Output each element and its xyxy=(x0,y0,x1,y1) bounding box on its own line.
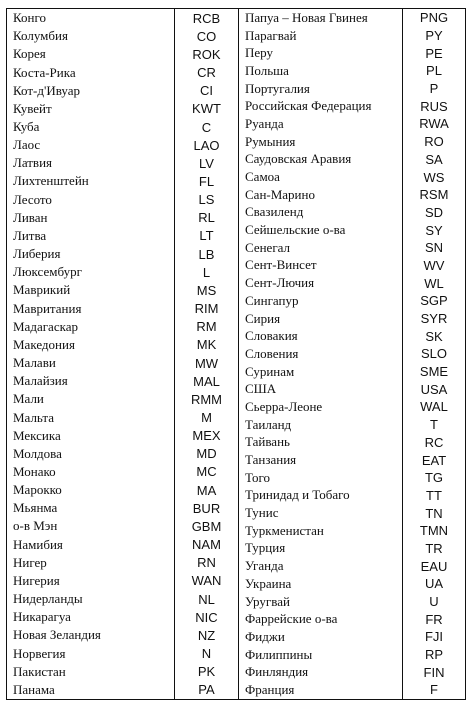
country-name: Румыния xyxy=(245,133,296,149)
country-code: RL xyxy=(198,210,215,226)
country-name: Корея xyxy=(13,46,46,62)
country-code: RWA xyxy=(419,116,449,132)
country-name: Маврикий xyxy=(13,282,71,298)
country-code: RMM xyxy=(190,391,223,407)
country-code: LAO xyxy=(193,137,220,153)
country-name: Танзания xyxy=(245,452,297,468)
country-code: PL xyxy=(426,63,442,79)
country-name: Руанда xyxy=(245,115,284,131)
country-name: Сьерра-Леоне xyxy=(245,398,323,414)
country-name: Перу xyxy=(245,45,273,61)
country-name: Латвия xyxy=(13,155,53,171)
country-code: EAT xyxy=(421,452,447,468)
country-name: США xyxy=(245,381,277,397)
country-name: Сент-Винсет xyxy=(245,257,317,273)
country-name: Люксембург xyxy=(13,264,82,280)
country-name: Сенегал xyxy=(245,239,291,255)
country-code: CI xyxy=(200,83,213,99)
country-name: Финляндия xyxy=(245,664,309,680)
country-name: Малави xyxy=(13,355,56,371)
country-code: TR xyxy=(425,540,443,556)
country-code: SA xyxy=(425,151,443,167)
country-code: NZ xyxy=(197,627,216,643)
country-code: RSM xyxy=(419,187,449,203)
right-code-column xyxy=(403,9,465,699)
country-code: FIN xyxy=(423,664,445,680)
country-name: Ливан xyxy=(13,209,48,225)
country-code: FJI xyxy=(424,629,444,645)
country-code: CO xyxy=(196,28,217,44)
country-code: WAL xyxy=(420,399,448,415)
country-code: TN xyxy=(425,505,443,521)
country-code: SY xyxy=(425,222,443,238)
country-code: GBM xyxy=(191,518,222,534)
country-code: MAL xyxy=(193,373,220,389)
country-code: CR xyxy=(197,65,216,81)
country-name: Папуа – Новая Гвинея xyxy=(245,9,368,25)
country-code: SD xyxy=(424,204,444,220)
country-name: Молдова xyxy=(13,445,62,461)
country-code: PY xyxy=(425,28,443,44)
country-name: Турция xyxy=(245,540,286,556)
country-name: о-в Мэн xyxy=(13,518,58,534)
country-name: Словения xyxy=(245,345,299,361)
country-name: Норвегия xyxy=(13,645,66,661)
country-code: WV xyxy=(423,257,445,273)
country-code: L xyxy=(202,264,211,280)
country-name: Мальта xyxy=(13,409,54,425)
country-name: Филиппины xyxy=(245,646,313,662)
country-name: Кувейт xyxy=(13,100,52,116)
country-code: SME xyxy=(419,364,449,380)
country-code: MK xyxy=(196,337,217,353)
country-code: P xyxy=(429,81,439,97)
country-name: Нидерланды xyxy=(13,591,83,607)
country-code: MW xyxy=(194,355,219,371)
country-name: Португалия xyxy=(245,80,310,96)
country-code: NAM xyxy=(192,537,221,553)
country-code: F xyxy=(430,682,438,698)
country-code: LB xyxy=(198,246,215,262)
country-name: Таиланд xyxy=(245,416,292,432)
country-name: Новая Зеландия xyxy=(13,627,101,643)
country-name: Мавритания xyxy=(13,300,82,316)
country-code: SLO xyxy=(420,346,447,362)
country-name: Мали xyxy=(13,391,44,407)
country-code: SYR xyxy=(420,311,448,327)
country-name: Уганда xyxy=(245,558,284,574)
country-code: PNG xyxy=(419,10,449,26)
country-code: PA xyxy=(198,682,215,698)
country-code: PE xyxy=(425,45,443,61)
country-code: FL xyxy=(198,173,215,189)
country-name: Фаррейские о-ва xyxy=(245,611,338,627)
country-name: Украина xyxy=(245,575,292,591)
country-name: Уругвай xyxy=(245,593,290,609)
country-name: Конго xyxy=(13,10,46,26)
country-code: WAN xyxy=(191,573,222,589)
country-name: Монако xyxy=(13,463,56,479)
country-code: SN xyxy=(424,240,444,256)
country-code: RM xyxy=(196,319,217,335)
country-name: Сингапур xyxy=(245,292,299,308)
country-code: TG xyxy=(424,470,444,486)
country-name: Куба xyxy=(13,119,40,135)
country-code: MS xyxy=(196,282,217,298)
country-code: USA xyxy=(420,381,448,397)
country-code: SGP xyxy=(420,293,448,309)
country-name: Саудовская Аравия xyxy=(245,151,352,167)
country-name: Лесото xyxy=(13,191,52,207)
country-code: C xyxy=(201,119,212,135)
country-code: SK xyxy=(425,328,443,344)
country-code: MA xyxy=(196,482,217,498)
country-name: Малайзия xyxy=(13,373,68,389)
country-code: LT xyxy=(199,228,214,244)
country-name: Тринидад и Тобаго xyxy=(245,487,350,503)
country-name: Коста-Рика xyxy=(13,64,76,80)
country-code: RCB xyxy=(192,10,221,26)
country-code: M xyxy=(201,410,212,426)
country-code: RP xyxy=(424,647,444,663)
country-code: TMN xyxy=(419,523,449,539)
country-name: Мексика xyxy=(13,427,61,443)
country-name: Сент-Лючия xyxy=(245,275,315,291)
country-code: WS xyxy=(423,169,445,185)
country-code: TT xyxy=(426,487,442,503)
country-name: Намибия xyxy=(13,536,63,552)
country-code: U xyxy=(429,594,439,610)
country-name: Лихтенштейн xyxy=(13,173,89,189)
country-code: LS xyxy=(198,192,215,208)
country-code: BUR xyxy=(192,500,221,516)
country-name: Суринам xyxy=(245,363,295,379)
country-name: Сейшельские о-ва xyxy=(245,222,346,238)
country-name: Туркменистан xyxy=(245,522,324,538)
country-name: Самоа xyxy=(245,169,280,185)
country-code: KWT xyxy=(192,101,221,117)
country-code: RN xyxy=(197,555,216,571)
country-name: Парагвай xyxy=(245,27,297,43)
country-name: Российская Федерация xyxy=(245,98,372,114)
country-name: Марокко xyxy=(13,482,62,498)
country-name: Никарагуа xyxy=(13,609,71,625)
country-name: Тунис xyxy=(245,505,279,521)
country-code: ROK xyxy=(192,46,221,62)
left-code-column xyxy=(175,9,239,699)
country-code: MEX xyxy=(192,428,221,444)
country-code: MD xyxy=(196,446,217,462)
country-code: RO xyxy=(424,134,444,150)
country-name: Сирия xyxy=(245,310,281,326)
country-name: Мьянма xyxy=(13,500,58,516)
country-name: Лаос xyxy=(13,137,41,153)
country-name: Македония xyxy=(13,336,75,352)
country-name: Пакистан xyxy=(13,663,66,679)
country-code: N xyxy=(201,646,212,662)
country-code: NIC xyxy=(195,609,218,625)
country-name: Колумбия xyxy=(13,28,68,44)
country-name: Тайвань xyxy=(245,434,290,450)
country-code: RC xyxy=(424,434,444,450)
country-name: Фиджи xyxy=(245,628,285,644)
country-code: UA xyxy=(424,576,444,592)
country-name: Панама xyxy=(13,681,55,697)
country-name: Словакия xyxy=(245,328,298,344)
left-country-column xyxy=(7,9,175,699)
country-name: Кот-д'Ивуар xyxy=(13,82,80,98)
country-name: Литва xyxy=(13,227,47,243)
country-name: Франция xyxy=(245,681,295,697)
country-code: PK xyxy=(197,664,216,680)
right-country-column xyxy=(239,9,403,699)
country-name: Польша xyxy=(245,62,289,78)
country-name: Того xyxy=(245,469,270,485)
country-code: RUS xyxy=(420,98,448,114)
country-code: RIM xyxy=(194,301,219,317)
country-code: WL xyxy=(424,275,444,291)
country-code: MC xyxy=(196,464,217,480)
country-name: Сан-Марино xyxy=(245,186,315,202)
country-code: EAU xyxy=(420,558,448,574)
country-code-table xyxy=(6,8,466,700)
country-name: Нигер xyxy=(13,554,47,570)
country-name: Свазиленд xyxy=(245,204,304,220)
country-name: Нигерия xyxy=(13,572,60,588)
country-code: NL xyxy=(198,591,215,607)
country-name: Мадагаскар xyxy=(13,318,78,334)
country-code: T xyxy=(430,417,438,433)
country-code: LV xyxy=(199,155,214,171)
country-code: FR xyxy=(425,611,443,627)
country-name: Либерия xyxy=(13,246,61,262)
